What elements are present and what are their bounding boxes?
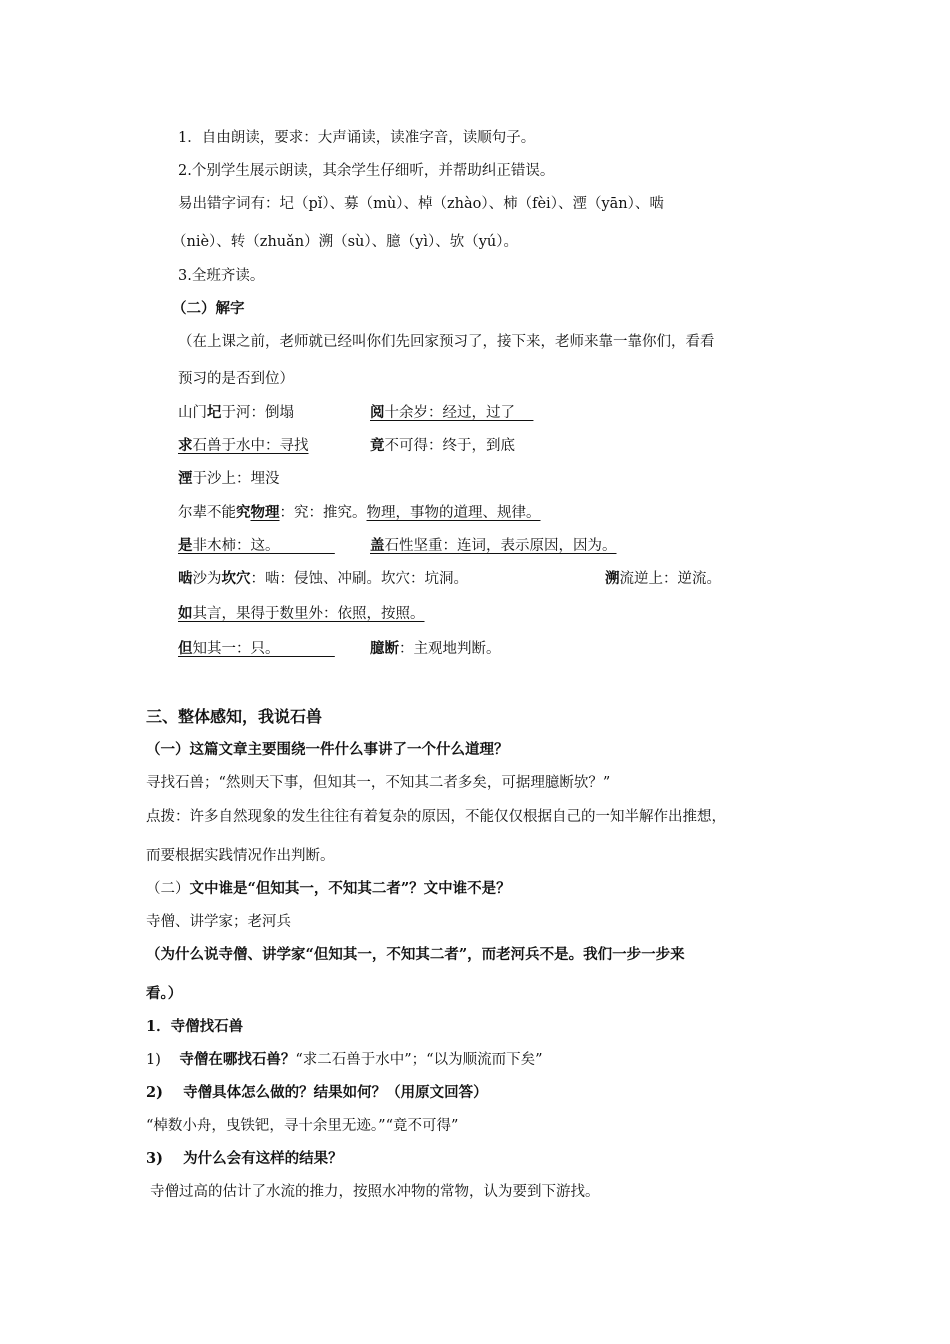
vocab-item-yiduan — [370, 639, 501, 659]
vocab-rest: 非木柿：这。 — [192, 538, 280, 554]
point-3 — [146, 1149, 343, 1169]
vocab-key: 如 — [178, 605, 193, 622]
reading-step-2: 2.个别学生展示朗读，其余学生仔细听，并帮助纠正错误。 — [178, 163, 555, 179]
point-2 — [146, 1083, 488, 1103]
vocab-item-yan — [178, 469, 280, 489]
vocab-prefix: 尔辈不能 — [178, 505, 236, 521]
vocab-rest: 不可得：终于，到底 — [384, 438, 515, 454]
note-line-2: 看。） — [146, 985, 183, 1002]
vocab-item-jing — [370, 436, 515, 456]
point-question: 寺僧具体怎么做的？结果如何？（用原文回答） — [183, 1084, 488, 1101]
vocab-item-ru — [178, 604, 425, 624]
vocab-mid: ：究：推究。 — [279, 505, 367, 521]
vocab-rest: 于沙上：埋没 — [192, 471, 280, 487]
vocab-item-su — [605, 569, 721, 589]
error-prone-words-line-1: 易出错字词有：圮（pǐ）、募（mù）、棹（zhào）、柿（fèi）、湮（yān）、啮 — [178, 196, 664, 212]
vocab-key: 臆断 — [370, 640, 399, 657]
vocab-item-qiu — [178, 436, 309, 456]
subsection-monk: 1．寺僧找石兽 — [146, 1018, 244, 1035]
vocab-rest: 石性坚重：连词，表示原因，因为。 — [384, 538, 617, 554]
vocab-mid: 沙为 — [192, 571, 222, 587]
vocab-item-pi — [178, 403, 294, 423]
intro-line-1: （在上课之前，老师就已经叫你们先回家预习了，接下来，老师来靠一靠你们，看看 — [178, 334, 715, 350]
vocab-key: 阅 — [370, 404, 385, 421]
vocab-key: 湮 — [178, 470, 193, 487]
point-3-answer: 寺僧过高的估计了水流的推力，按照水冲物的常物，认为要到下游找。 — [150, 1184, 600, 1200]
vocab-key: 但 — [178, 640, 193, 657]
vocab-key: 是 — [178, 537, 193, 554]
point-number: 2) — [146, 1084, 163, 1101]
vocab-rest: 流逆上：逆流。 — [619, 571, 721, 587]
vocab-item-shi — [178, 536, 335, 556]
vocab-item-nie-kanxue — [178, 569, 468, 589]
vocab-rest: ：主观地判断。 — [399, 641, 501, 657]
vocab-key: 究 — [236, 504, 251, 521]
vocab-item-dan — [178, 639, 335, 659]
point-number: 3) — [146, 1150, 163, 1167]
note-line-1: （为什么说寺僧、讲学家“但知其一，不知其二者”，而老河兵不是。我们一步一步来 — [146, 946, 685, 963]
point-question: 寺僧在哪找石兽？ — [179, 1051, 296, 1068]
vocab-key: 竟 — [370, 437, 385, 454]
vocab-item-gai — [370, 536, 617, 556]
vocab-key: 溯 — [605, 570, 620, 587]
vocab-prefix: 山门 — [178, 405, 207, 421]
vocab-item-yue — [370, 403, 533, 423]
vocab-item-jiu-wuli — [178, 503, 541, 523]
reading-step-3: 3.全班齐读。 — [178, 268, 265, 284]
vocab-rest: 其言，果得于数里外：依照，按照。 — [192, 606, 425, 622]
answer-2: 寺僧、讲学家；老河兵 — [146, 914, 291, 930]
point-1 — [146, 1050, 542, 1070]
section-heading-3: 三、整体感知，我说石兽 — [146, 707, 323, 726]
intro-line-2: 预习的是否到位） — [178, 371, 294, 387]
vocab-key: 求 — [178, 437, 193, 454]
vocab-rest: 十余岁：经过，过了 — [384, 405, 515, 421]
vocab-rest: 石兽于水中：寻找 — [192, 438, 309, 454]
question-2-prefix: （二） — [146, 881, 190, 897]
question-2-text: 文中谁是“但知其一，不知其二者”？文中谁不是？ — [189, 880, 511, 897]
question-2 — [146, 879, 511, 899]
tip-line-1: 点拨：许多自然现象的发生往往有着复杂的原因，不能仅仅根据自己的一知半解作出推想， — [146, 809, 726, 825]
point-2-answer: “棹数小舟，曳铁钯，寻十余里无迹。”“竟不可得” — [146, 1118, 459, 1134]
vocab-key: 圮 — [207, 404, 222, 421]
point-answer: “求二石兽于水中”；“以为顺流而下矣” — [295, 1052, 543, 1068]
question-1: （一）这篇文章主要围绕一件什么事讲了一个什么道理？ — [146, 741, 509, 758]
vocab-key: 盖 — [370, 537, 385, 554]
error-prone-words-line-2: （niè）、转（zhuǎn）溯（sù）、臆（yì）、欤（yú）。 — [172, 234, 518, 250]
vocab-underlined-note: 物理，事物的道理、规律。 — [366, 505, 541, 521]
vocab-key: 坎穴 — [221, 570, 251, 587]
vocab-rest: 于河：倒塌 — [221, 405, 294, 421]
vocab-rest: ：啮：侵蚀、冲刷。坎穴：坑洞。 — [250, 571, 468, 587]
section-title-word-explanation: （二）解字 — [172, 300, 245, 317]
tip-line-2: 而要根据实践情况作出判断。 — [146, 848, 335, 864]
answer-1: 寻找石兽；“然则天下事，但知其一，不知其二者多矣，可据理臆断欤？” — [146, 775, 611, 791]
reading-step-1: 1．自由朗读，要求：大声诵读，读准字音，读顺句子。 — [178, 130, 536, 146]
vocab-rest: 知其一：只。 — [192, 641, 280, 657]
vocab-key-underlined: 物理 — [250, 504, 280, 521]
point-number: 1) — [146, 1052, 161, 1068]
point-question: 为什么会有这样的结果？ — [183, 1150, 343, 1167]
vocab-key: 啮 — [178, 570, 193, 587]
